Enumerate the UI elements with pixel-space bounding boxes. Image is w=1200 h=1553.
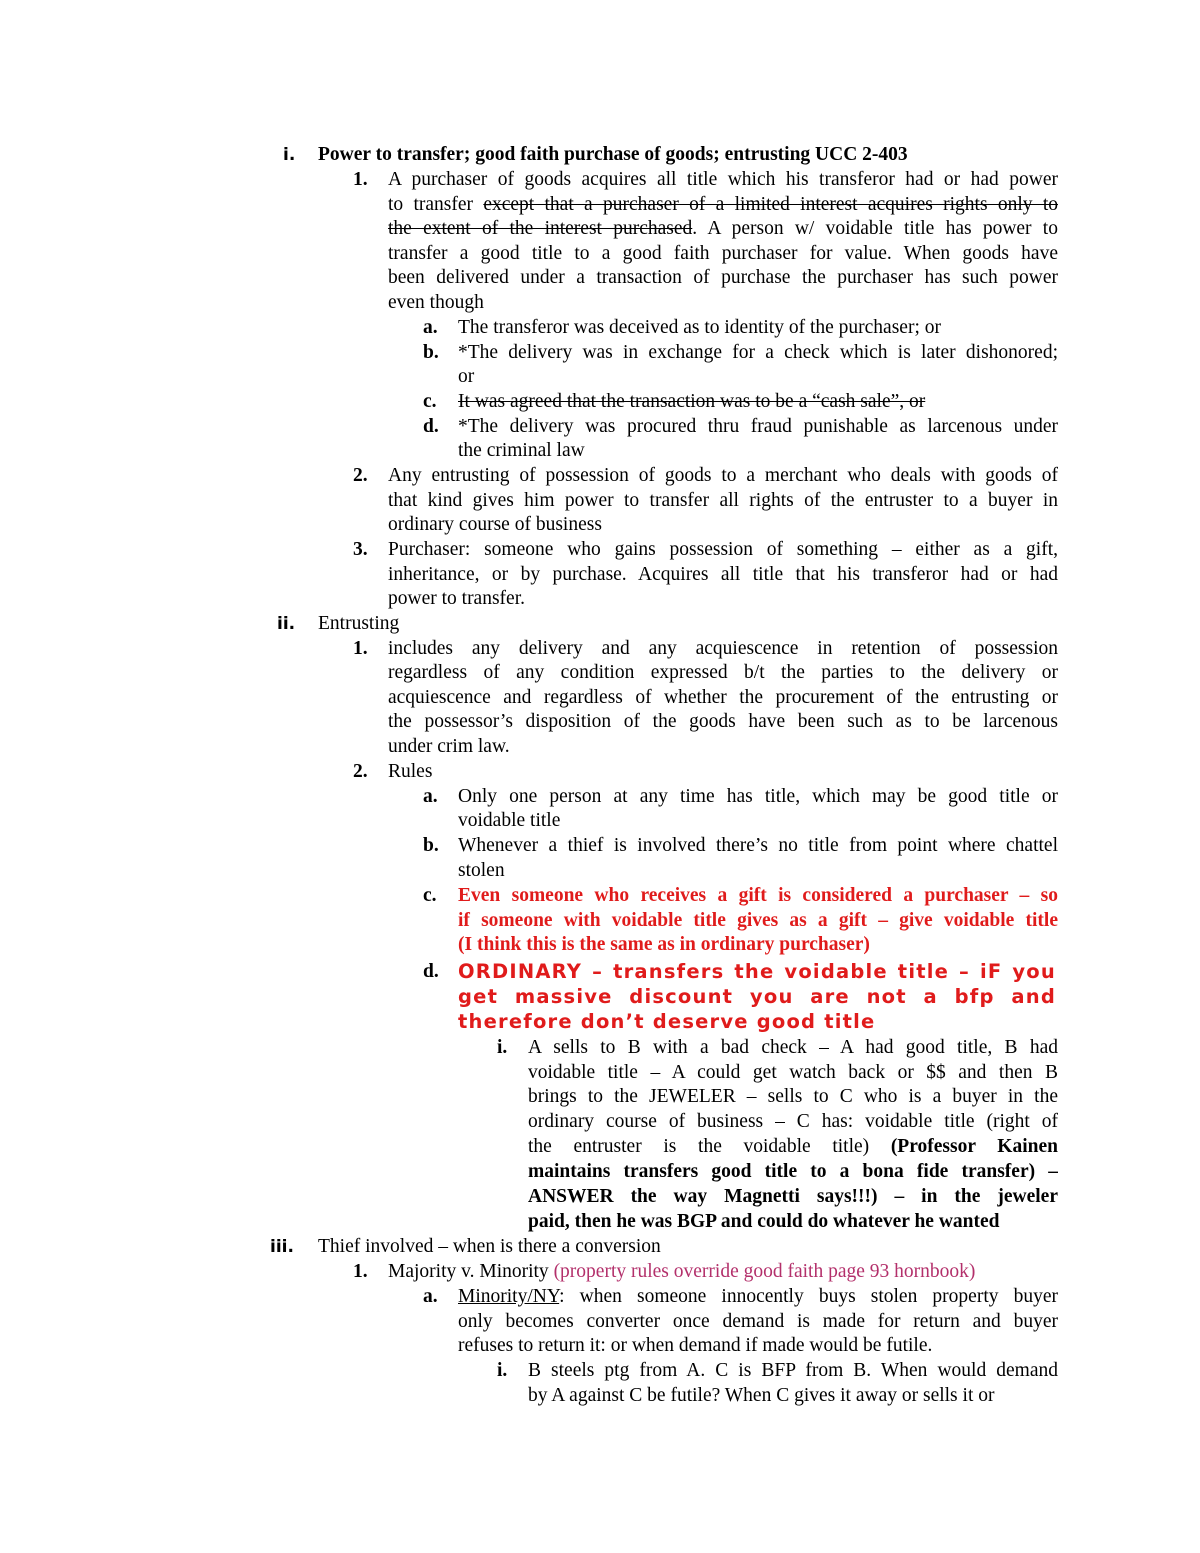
highlighted-note: therefore don’t deserve good title [458,1010,876,1033]
paragraph-line: inheritance, or by purchase. Acquires all title that his transferor had or had [388,564,1058,585]
bold-text: ANSWER the way Magnetti says!!!) – in the jeweler [528,1186,1058,1207]
list-marker-ii-1: 1. [353,638,368,659]
list-marker-b: b. [423,342,439,363]
list-marker-c: c. [423,391,437,412]
text-run: the entruster is the voidable title) [528,1136,891,1157]
highlighted-note: Even someone who receives a gift is considered a purchaser – so [458,885,1058,906]
heading-thief-involved: Thief involved – when is there a conversion [318,1236,661,1257]
list-marker-iii: iii. [270,1237,294,1257]
example-text: B steels ptg from A. C is BFP from B. When would demand [528,1360,1058,1381]
list-item-text: Only one person at any time has title, which may be good title or [458,786,1058,807]
highlighted-note: get massive discount you are not a bfp and [458,985,1056,1008]
list-item-text: the criminal law [458,440,585,461]
highlighted-note: if someone with voidable title gives as a gift – give voidable title [458,910,1058,931]
example-text: brings to the JEWELER – sells to C who is a buyer in the [528,1086,1058,1107]
paragraph-line: under crim law. [388,736,510,757]
list-marker-i: i. [283,145,296,165]
list-marker-i: i. [497,1037,508,1058]
paragraph-line: transfer a good title to a good faith purchaser for value. When goods have [388,243,1058,264]
example-text: ordinary course of business – C has: voidable title (right of [528,1111,1058,1132]
paragraph-line: that kind gives him power to transfer all rights of the entruster to a buyer in [388,490,1058,511]
list-marker-d: d. [423,961,439,982]
heading-entrusting: Entrusting [318,613,400,634]
list-marker-iii-1: 1. [353,1261,368,1282]
list-item-text: or [458,366,475,387]
list-item-text: The transferor was deceived as to identity of the purchaser; or [458,317,941,338]
paragraph-line [388,1260,975,1284]
list-item-text: *The delivery was procured thru fraud punishable as larcenous under [458,416,1058,437]
text-run: . A person w/ voidable title has power to [692,218,1058,239]
list-item-text: stolen [458,860,505,881]
example-text [528,1135,1058,1159]
paragraph-line: regardless of any condition expressed b/t the parties to the delivery or [388,662,1058,683]
paragraph-line: been delivered under a transaction of purchase the purchaser has such power [388,267,1058,288]
list-item-text: only becomes converter once demand is made for return and buyer [458,1311,1058,1332]
list-marker-i-2: 2. [353,465,368,486]
paragraph-line: the possessor’s disposition of the goods have been such as to be larcenous [388,711,1058,732]
highlighted-note: (I think this is the same as in ordinary purchaser) [458,934,870,955]
underlined-text: Minority/NY [458,1286,560,1307]
paragraph-line: A purchaser of goods acquires all title which his transferor had or had power [388,169,1058,190]
example-text: by A against C be futile? When C gives it away or sells it or [528,1385,995,1406]
list-marker-a: a. [423,317,438,338]
struck-text: It was agreed that the transaction was to be a “cash sale”, or [458,391,926,412]
list-item-text [458,1285,1058,1309]
text-run: : when someone innocently buys stolen property buyer [559,1286,1058,1307]
list-marker-ii: ii. [277,614,296,634]
struck-text: except that a purchaser of a limited interest acquires rights only to [483,194,1058,215]
list-marker-d: d. [423,416,439,437]
example-text: voidable title – A could get watch back or $$ and then B [528,1062,1058,1083]
text-run: Majority v. Minority [388,1261,554,1282]
list-marker-i-3: 3. [353,539,368,560]
paragraph-line [388,193,1058,217]
paragraph-line [388,217,1058,241]
paragraph-line: Purchaser: someone who gains possession of something – either as a gift, [388,539,1058,560]
list-item-text: voidable title [458,810,561,831]
list-item-text: refuses to return it: or when demand if made would be futile. [458,1335,933,1356]
list-marker-a: a. [423,1286,438,1307]
list-item-text: *The delivery was in exchange for a check which is later dishonored; [458,342,1058,363]
bold-text: maintains transfers good title to a bona fide transfer) – [528,1161,1058,1182]
list-marker-i-1: 1. [353,169,368,190]
paragraph-line: ordinary course of business [388,514,602,535]
paragraph-line: includes any delivery and any acquiescence in retention of possession [388,638,1058,659]
paragraph-line: power to transfer. [388,588,525,609]
paragraph-line: even though [388,292,484,313]
highlighted-note: ORDINARY – transfers the voidable title – iF you [458,960,1056,983]
heading-rules: Rules [388,761,433,782]
list-marker-b: b. [423,835,439,856]
text-run: to transfer [388,194,484,215]
list-item-text: Whenever a thief is involved there’s no title from point where chattel [458,835,1058,856]
list-marker-c: c. [423,885,437,906]
list-marker-a: a. [423,786,438,807]
example-text: A sells to B with a bad check – A had good title, B had [528,1037,1058,1058]
paragraph-line: acquiescence and regardless of whether the procurement of the entrusting or [388,687,1058,708]
heading-power-to-transfer: Power to transfer; good faith purchase of goods; entrusting UCC 2-403 [318,144,908,165]
paragraph-line: Any entrusting of possession of goods to a merchant who deals with goods of [388,465,1058,486]
list-marker-ii-2: 2. [353,761,368,782]
bold-text: paid, then he was BGP and could do whatever he wanted [528,1211,1000,1232]
colored-note: (property rules override good faith page 93 hornbook) [553,1261,976,1282]
bold-text: (Professor Kainen [890,1136,1058,1157]
list-marker-i: i. [497,1360,508,1381]
struck-text: the extent of the interest purchased [388,218,693,239]
